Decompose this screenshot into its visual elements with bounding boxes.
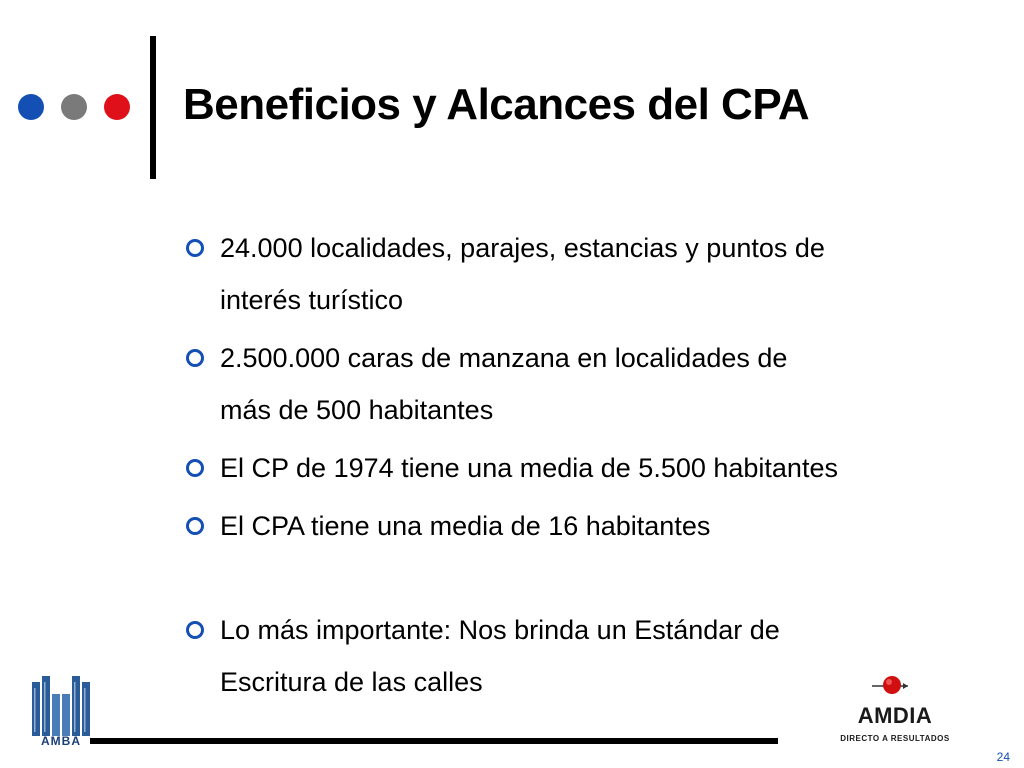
bullet-item	[184, 442, 984, 494]
bullet-ring-icon	[186, 621, 204, 639]
bullet-ring-icon	[186, 459, 204, 477]
bullet-text: El CPA tiene una media de 16 habitantes	[220, 511, 711, 541]
grey-dot-icon	[61, 94, 87, 120]
bullet-ring-icon	[186, 349, 204, 367]
bullet-list	[184, 222, 984, 714]
bullet-ring-icon	[186, 517, 204, 535]
blue-dot-icon	[18, 94, 44, 120]
bullet-item	[184, 332, 984, 436]
bullet-text-continued: más de 500 habitantes	[220, 395, 494, 425]
bullet-text: 2.500.000 caras de manzana en localidades de	[220, 343, 788, 373]
bullet-text: El CP de 1974 tiene una media de 5.500 habitantes	[220, 453, 838, 483]
bullet-text: 24.000 localidades, parajes, estancias y puntos de	[220, 233, 825, 263]
bullet-ring-icon	[186, 239, 204, 257]
bullet-item	[184, 222, 984, 326]
amba-logo-text: AMBA	[41, 734, 81, 748]
amdia-logo-tagline: DIRECTO A RESULTADOS	[840, 734, 950, 743]
amdia-logo-icon	[870, 672, 910, 702]
red-dot-icon	[104, 94, 130, 120]
bullet-text-continued: interés turístico	[220, 285, 404, 315]
bullet-text-continued: Escritura de las calles	[220, 667, 483, 697]
bullet-item	[184, 500, 984, 552]
amdia-logo-name: AMDIA	[857, 703, 933, 728]
footer-divider	[90, 738, 778, 744]
bullet-text: Lo más importante: Nos brinda un Estándar de	[220, 615, 780, 645]
page-number: 24	[996, 750, 1010, 764]
title-divider	[150, 36, 156, 179]
bullet-item	[184, 604, 984, 708]
slide-title: Beneficios y Alcances del CPA	[183, 80, 810, 129]
